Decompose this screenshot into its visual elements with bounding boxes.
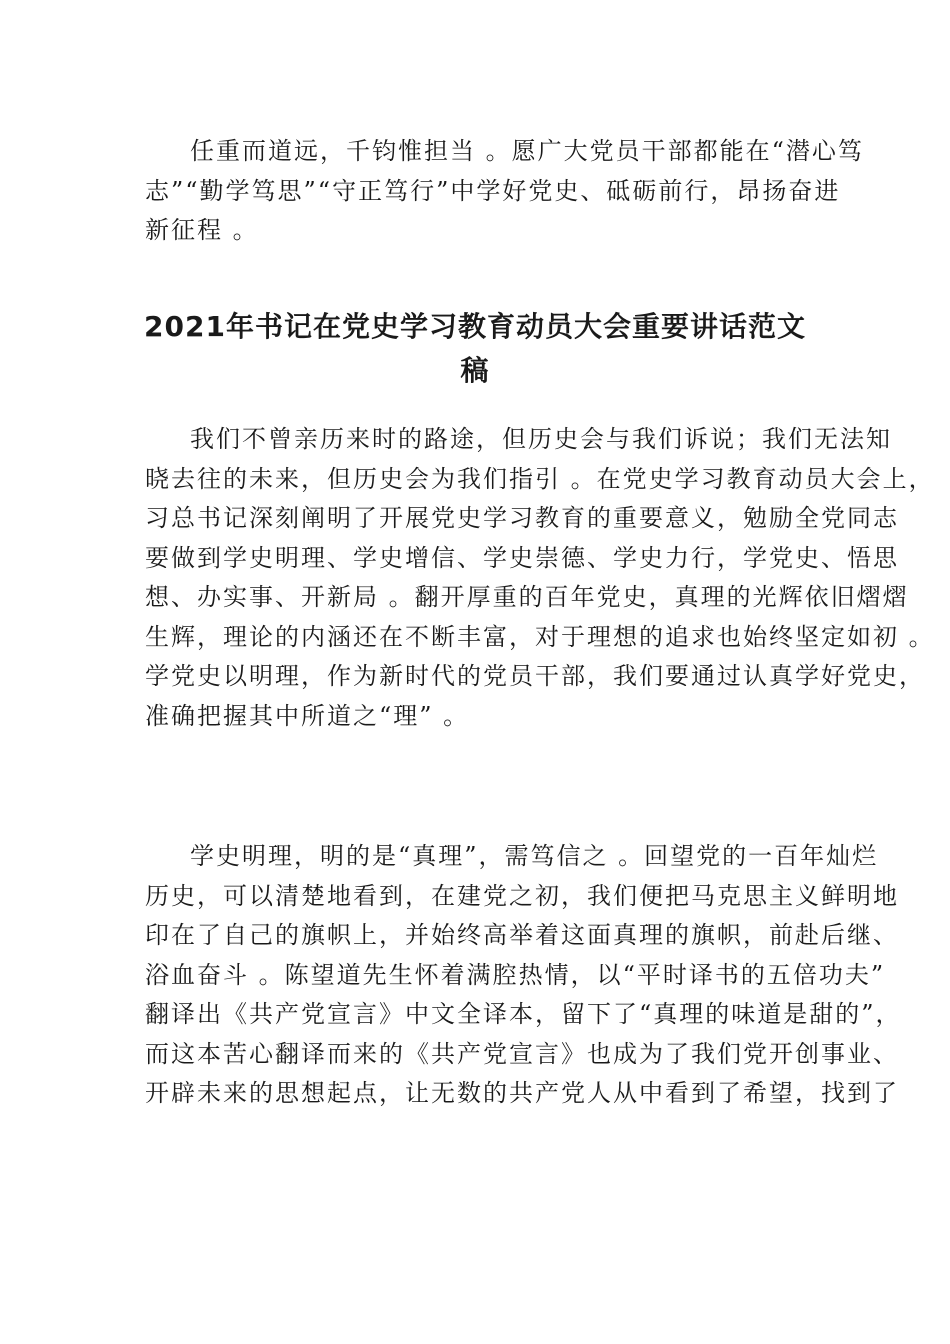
paragraph-line: 生辉，理论的内涵还在不断丰富，对于理想的追求也始终坚定如初 。 (145, 622, 935, 651)
paragraph-line: 晓去往的未来，但历史会为我们指引 。在党史学习教育动员大会上， (145, 464, 935, 493)
document-title (90, 305, 860, 393)
paragraph-line: 习总书记深刻阐明了开展党史学习教育的重要意义，勉励全党同志 (145, 504, 899, 532)
paragraph-line: 想、办实事、开新局 。翻开厚重的百年党史，真理的光辉依旧熠熠 (145, 583, 909, 611)
paragraph-line: 历史，可以清楚地看到，在建党之初，我们便把马克思主义鲜明地 (145, 881, 899, 910)
title-line: 稿 (460, 354, 490, 387)
body-paragraph-2 (145, 837, 902, 1114)
paragraph-line: 翻译出《共产党宣言》中文全译本，留下了“真理的味道是甜的”， (145, 1000, 902, 1028)
title-line: 2021年书记在党史学习教育动员大会重要讲话范文 (144, 310, 806, 343)
paragraph-line: 任重而道远，千钧惟担当 。愿广大党员干部都能在“潜心笃 (190, 137, 864, 165)
paragraph-line: 新征程 。 (145, 216, 259, 244)
paragraph-line: 开辟未来的思想起点，让无数的共产党人从中看到了希望，找到了 (145, 1079, 899, 1107)
paragraph-line: 准确把握其中所道之“理” 。 (145, 701, 470, 730)
body-paragraph-1 (145, 420, 935, 736)
paragraph-line: 而这本苦心翻译而来的《共产党宣言》也成为了我们党开创事业、 (145, 1039, 899, 1068)
paragraph-line: 志”“勤学笃思”“守正笃行”中学好党史、砥砺前行，昂扬奋进 (145, 176, 841, 205)
paragraph-line: 要做到学史明理、学史增信、学史崇德、学史力行，学党史、悟思 (145, 543, 899, 572)
intro-paragraph (145, 132, 864, 251)
paragraph-line: 我们不曾亲历来时的路途，但历史会与我们诉说；我们无法知 (190, 425, 892, 453)
paragraph-line: 学党史以明理，作为新时代的党员干部，我们要通过认真学好党史， (145, 662, 925, 690)
paragraph-line: 印在了自己的旗帜上，并始终高举着这面真理的旗帜，前赴后继、 (145, 921, 899, 949)
paragraph-line: 学史明理，明的是“真理”，需笃信之 。回望党的一百年灿烂 (190, 842, 879, 870)
paragraph-line: 浴血奋斗 。陈望道先生怀着满腔热情，以“平时译书的五倍功夫” (145, 960, 886, 989)
